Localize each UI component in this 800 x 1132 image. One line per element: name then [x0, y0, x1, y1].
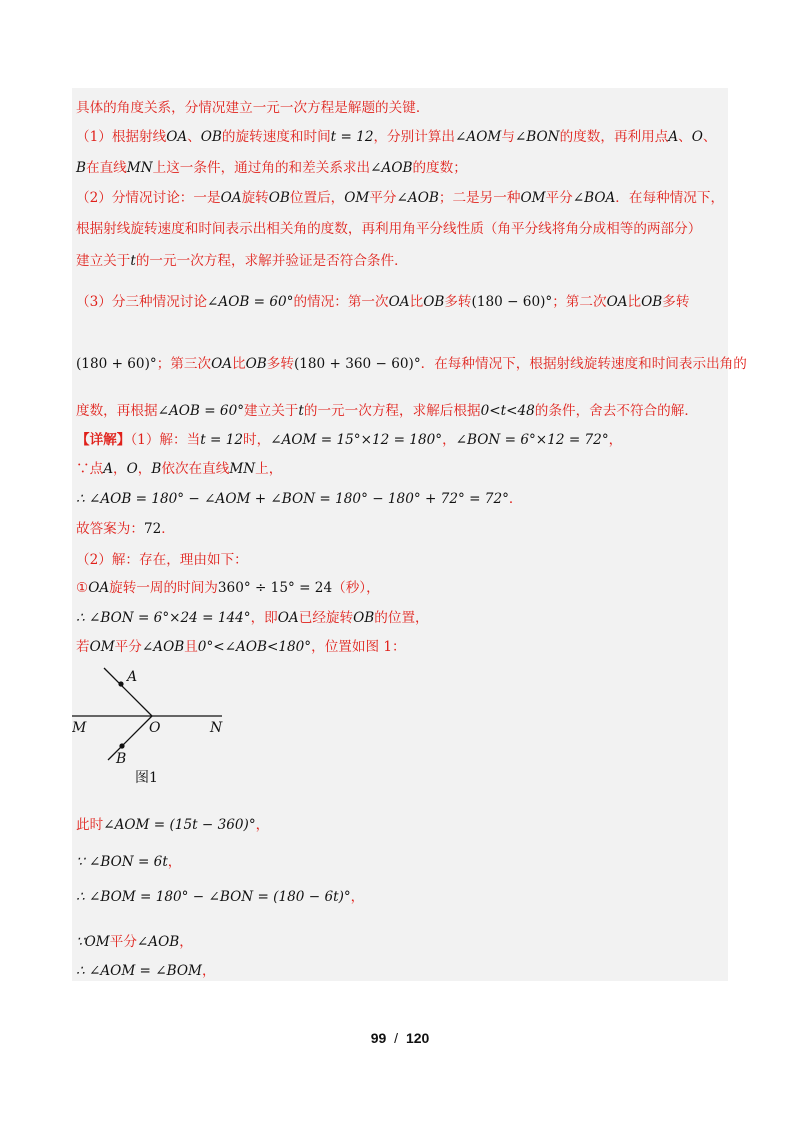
math: (180 + 360 − 60)° — [293, 356, 421, 372]
math: t = 12 — [200, 432, 243, 448]
text: 此时 — [76, 817, 104, 833]
math: t = 12 — [330, 129, 374, 145]
math: ∵ ∠BON = 6t — [76, 854, 168, 870]
text: ． — [508, 491, 523, 507]
math: ∴ ∠BOM = 180° − ∠BON = (180 − 6t)° — [76, 889, 351, 905]
text: 平分 — [545, 190, 573, 206]
math: OB — [423, 294, 445, 310]
text: ；第二次 — [552, 294, 607, 310]
text: 度数，再根据 — [76, 403, 158, 419]
math: t — [130, 253, 136, 269]
text: ，即 — [250, 610, 278, 626]
math: O — [126, 461, 138, 477]
text: ．在每种情况下，根据射线旋转速度和时间表示出角的 — [420, 356, 747, 372]
text: 的度数； — [412, 160, 467, 176]
math: OA — [166, 129, 188, 145]
text-line-22 — [76, 961, 216, 981]
math: MN — [229, 461, 256, 477]
figure-caption: 图1 — [135, 770, 158, 786]
math: OA — [220, 190, 242, 206]
text: （2）解：存在，理由如下： — [76, 552, 248, 568]
math: OM — [84, 934, 110, 950]
text: 比 — [409, 294, 424, 310]
text: 上， — [255, 461, 283, 477]
math: B — [151, 461, 162, 477]
math: 360° ÷ 15° = 24 — [217, 580, 333, 596]
text: ，位置如图 1： — [311, 639, 406, 655]
math: OB — [641, 294, 663, 310]
text: 多转 — [662, 294, 690, 310]
math: OB — [200, 129, 222, 145]
math: ∠AOM — [455, 129, 502, 145]
text: 的位置， — [374, 610, 429, 626]
math: ∠BOA — [572, 190, 616, 206]
text: 多转 — [266, 356, 294, 372]
text: 平分 — [369, 190, 397, 206]
page-total: 120 — [405, 1030, 430, 1046]
text: ， — [608, 432, 623, 448]
text: ． — [161, 521, 175, 537]
text-line-4 — [76, 188, 724, 208]
text: （2）分情况讨论：一是 — [76, 190, 221, 206]
text-line-14 — [76, 550, 248, 570]
text: ， — [442, 432, 456, 448]
text: ① — [76, 580, 89, 596]
math: OA — [88, 580, 110, 596]
math: ∠AOB — [141, 639, 185, 655]
math: ∠BON — [514, 129, 560, 145]
page-current: 99 — [370, 1030, 387, 1046]
text: 的条件，舍去不符合的解． — [534, 403, 698, 419]
text-line-9 — [76, 401, 698, 421]
text: 比 — [232, 356, 246, 372]
text: 建立关于 — [76, 253, 131, 269]
math: B — [76, 160, 86, 176]
text: 根据射线旋转速度和时间表示出相关角的度数，再利用角平分线性质（角平分线将角分成相等的两部分） — [76, 221, 702, 237]
text-line-17 — [76, 637, 406, 657]
math: OA — [277, 610, 299, 626]
answer-value: 72 — [143, 521, 162, 537]
math: A — [668, 129, 679, 145]
text-line-12 — [76, 489, 523, 509]
text: ．在每种情况下， — [615, 190, 725, 206]
text: ，分别计算出 — [373, 129, 456, 145]
math: ∠AOB — [370, 160, 413, 176]
math: ∠AOB — [396, 190, 439, 206]
label-n: N — [210, 720, 223, 736]
text: ， — [179, 934, 193, 950]
text: 、 — [702, 129, 717, 145]
label-a: A — [127, 669, 138, 685]
math: MN — [126, 160, 153, 176]
text-line-16 — [76, 608, 429, 628]
text: ， — [201, 963, 216, 979]
text: 平分 — [109, 934, 137, 950]
text: 已经旋转 — [298, 610, 354, 626]
text-line-2 — [76, 127, 717, 147]
math: ∠AOB — [136, 934, 180, 950]
text: 依次在直线 — [161, 461, 230, 477]
text: 的情况：第一次 — [293, 294, 389, 310]
point-b — [119, 743, 124, 748]
math: OA — [606, 294, 628, 310]
text: 在直线 — [86, 160, 127, 176]
math: ∵ — [76, 934, 85, 950]
text: 且 — [184, 639, 198, 655]
math: OA — [388, 294, 410, 310]
text: 的一元一次方程，求解并验证是否符合条件． — [135, 253, 408, 269]
text: 的度数，再利用点 — [559, 129, 669, 145]
math: ∠AOB = 60° — [207, 294, 294, 310]
text: ， — [113, 461, 127, 477]
text: 的一元一次方程，求解后根据 — [303, 403, 481, 419]
text-line-10 — [76, 430, 622, 450]
math: OM — [89, 639, 115, 655]
text: 比 — [627, 294, 642, 310]
text: 的旋转速度和时间 — [221, 129, 331, 145]
math: OM — [344, 190, 370, 206]
text: 平分 — [114, 639, 142, 655]
math: ∠BON = 6°×12 = 72° — [455, 432, 609, 448]
text-line-6 — [76, 251, 408, 271]
math: t — [298, 403, 304, 419]
text-line-5 — [76, 219, 701, 239]
text-line-18 — [76, 815, 269, 835]
math: 0<t<48 — [480, 403, 535, 419]
page-separator: / — [394, 1030, 399, 1046]
text: （1）解：当 — [130, 432, 201, 448]
page-number — [0, 1030, 800, 1046]
text-line-13 — [76, 519, 175, 539]
text: 建立关于 — [244, 403, 299, 419]
math: O — [691, 129, 703, 145]
ray-ob — [108, 716, 152, 760]
math: ∴ ∠AOB = 180° − ∠AOM + ∠BON = 180° − 180° + 72° = 72° — [76, 491, 509, 507]
math: A — [103, 461, 114, 477]
label-b: B — [116, 751, 127, 767]
text-line-20 — [76, 887, 364, 907]
text: ；第三次 — [156, 356, 212, 372]
text: 、 — [678, 129, 692, 145]
math: ∴ ∠BON = 6°×24 = 144° — [76, 610, 251, 626]
text: ∵点 — [76, 461, 104, 477]
figure-1-diagram — [72, 664, 242, 794]
text: 旋转 — [241, 190, 269, 206]
math: 0°<∠AOB<180° — [197, 639, 312, 655]
text-line-8 — [76, 354, 747, 374]
text-line-1 — [76, 98, 429, 118]
text-line-15 — [76, 578, 380, 598]
math: ∴ ∠AOM = ∠BOM — [76, 963, 202, 979]
text: ， — [350, 889, 365, 905]
text-line-7 — [76, 292, 689, 312]
text-line-19 — [76, 852, 181, 872]
text: 具体的角度关系，分情况建立一元一次方程是解题的关键． — [76, 100, 430, 116]
text: 与 — [501, 129, 515, 145]
text-line-11 — [76, 459, 282, 479]
math: OA — [211, 356, 233, 372]
text: （3）分三种情况讨论 — [76, 294, 207, 310]
text: ， — [167, 854, 182, 870]
text: 上这一条件，通过角的和差关系求出 — [152, 160, 371, 176]
text: 多转 — [444, 294, 472, 310]
text: 故答案为： — [76, 521, 144, 537]
math: ∠AOM = (15t − 360)° — [103, 817, 256, 833]
math: (180 + 60)° — [76, 356, 157, 372]
detail-tag: 【详解】 — [76, 432, 131, 448]
label-o: O — [149, 720, 161, 736]
text: （秒）， — [332, 580, 380, 596]
math: OB — [268, 190, 290, 206]
text: ；二是另一种 — [438, 190, 521, 206]
math: ∠AOM = 15°×12 = 180° — [270, 432, 443, 448]
math: OB — [245, 356, 267, 372]
text: （1）根据射线 — [76, 129, 167, 145]
text: 位置后， — [289, 190, 345, 206]
math: OM — [520, 190, 546, 206]
text: 、 — [187, 129, 201, 145]
text: 时， — [243, 432, 271, 448]
text: ， — [255, 817, 270, 833]
label-m: M — [72, 720, 87, 736]
math: (180 − 60)° — [471, 294, 553, 310]
math: OB — [353, 610, 375, 626]
text: 若 — [76, 639, 90, 655]
text: 旋转一周的时间为 — [109, 580, 218, 596]
text-line-21 — [76, 932, 193, 952]
point-a — [118, 681, 123, 686]
math: ∠AOB = 60° — [157, 403, 245, 419]
text: ， — [137, 461, 152, 477]
text-line-3 — [76, 158, 467, 178]
